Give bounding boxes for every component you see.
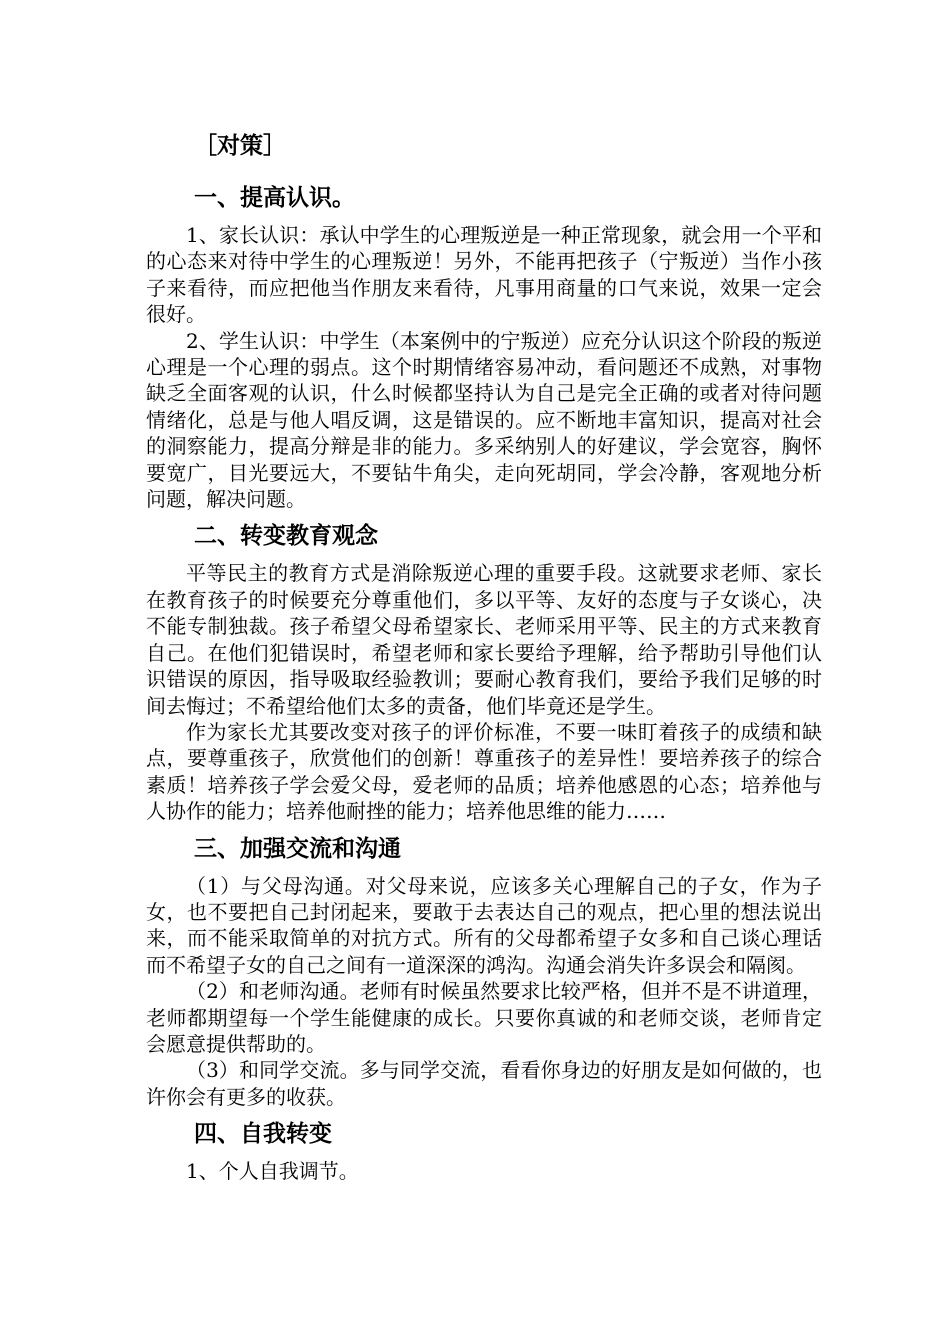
section-heading: 二、转变教育观念 — [194, 522, 378, 550]
section-self-change — [146, 1114, 822, 1184]
paragraph: （3）和同学交流。多与同学交流，看看你身边的好朋友是如何做的，也许你会有更多的收获。 — [146, 1058, 822, 1109]
document-title: ［对策］ — [194, 132, 286, 159]
paragraph: （2）和老师沟通。老师有时候虽然要求比较严格，但并不是不讲道理，老师都期望每一个学生能健康的成长。只要你真诚的和老师交谈，老师肯定会愿意提供帮助的。 — [146, 979, 822, 1056]
section-change-education-concept — [146, 516, 822, 824]
section-communication — [146, 829, 822, 1111]
paragraph: 作为家长尤其要改变对孩子的评价标准，不要一味盯着孩子的成绩和缺点，要尊重孩子，欣赏他们的创新！尊重孩子的差异性！要培养孩子的综合素质！培养孩子学会爱父母，爱老师的品质；培养他感恩的心态；培养他与人协作的能力；培养他耐挫的能力；培养他思维的能力…… — [146, 719, 822, 824]
paragraph: 平等民主的教育方式是消除叛逆心理的重要手段。这就要求老师、家长在教育孩子的时候要充分尊重他们，多以平等、友好的态度与子女谈心，决不能专制独裁。孩子希望父母希望家长、老师采用平等、民主的方式来教育自己。在他们犯错误时，希望老师和家长要给予理解，给予帮助引导他们认识错误的原因，指导吸取经验教训；要耐心教育我们，要给予我们足够的时间去悔过；不希望给他们太多的责备，他们毕竟还是学生。 — [146, 561, 822, 718]
paragraph: （1）与父母沟通。对父母来说，应该多关心理解自己的子女，作为子女，也不要把自己封闭起来，要敢于去表达自己的观点，把心里的想法说出来，而不能采取简单的对抗方式。所有的父母都希望子女多和自己谈心理话而不希望子女的自己之间有一道深深的鸿沟。沟通会消失许多误会和隔阂。 — [146, 873, 822, 977]
paragraph: 1、家长认识：承认中学生的心理叛逆是一种正常现象，就会用一个平和的心态来对待中学生的心理叛逆！另外，不能再把孩子（宁叛逆）当作小孩子来看待，而应把他当作朋友来看待，凡事用商量的口气来说，效果一定会很好。 — [146, 223, 822, 327]
paragraph: 2、学生认识：中学生（本案例中的宁叛逆）应充分认识这个阶段的叛逆心理是一个心理的弱点。这个时期情绪容易冲动，看问题还不成熟，对事物缺乏全面客观的认识，什么时候都坚持认为自己是完全正确的或者对待问题情绪化，总是与他人唱反调，这是错误的。应不断地丰富知识，提高对社会的洞察能力，提高分辩是非的能力。多采纳别人的好建议，学会宽容，胸怀要宽广，目光要远大，不要钻牛角尖，走向死胡同，学会冷静，客观地分析问题，解决问题。 — [146, 328, 822, 512]
section-heading: 四、自我转变 — [194, 1120, 332, 1148]
document-page — [146, 126, 822, 1185]
section-heading: 一、提高认识。 — [194, 184, 355, 211]
paragraph: 1、个人自我调节。 — [186, 1159, 359, 1184]
section-raise-awareness — [146, 178, 822, 512]
section-heading: 三、加强交流和沟通 — [194, 834, 401, 862]
